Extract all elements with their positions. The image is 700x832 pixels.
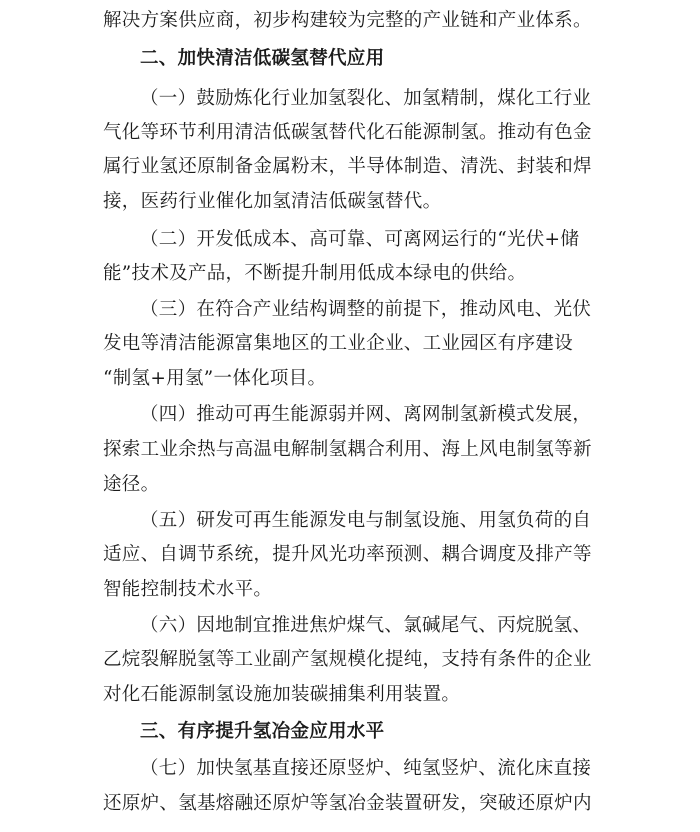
text-line: 发电等清洁能源富集地区的工业企业、工业园区有序建设 bbox=[103, 333, 574, 354]
text-line: 智能控制技术水平。 bbox=[103, 579, 273, 600]
section-heading: 二、加快清洁低碳氢替代应用 bbox=[140, 48, 385, 69]
text-line: “制氢+用氢”一体化项目。 bbox=[103, 368, 327, 389]
text-line: 能”技术及产品，不断提升制用低成本绿电的供给。 bbox=[103, 263, 527, 284]
text-line: 气化等环节利用清洁低碳氢替代化石能源制氢。推动有色金 bbox=[103, 122, 592, 143]
paragraph-first-line: （七）加快氢基直接还原竖炉、纯氢竖炉、流化床直接 bbox=[140, 758, 592, 779]
text-line: 对化石能源制氢设施加装碳捕集利用装置。 bbox=[103, 684, 461, 705]
paragraph-first-line: （三）在符合产业结构调整的前提下，推动风电、光伏 bbox=[140, 299, 592, 320]
text-line: 适应、自调节系统，提升风光功率预测、耦合调度及排产等 bbox=[103, 544, 592, 565]
paragraph-first-line: （二）开发低成本、高可靠、可离网运行的“光伏+储 bbox=[140, 229, 580, 250]
text-line: 属行业氢还原制备金属粉末，半导体制造、清洗、封装和焊 bbox=[103, 156, 592, 177]
text-line: 解决方案供应商，初步构建较为完整的产业链和产业体系。 bbox=[103, 10, 592, 31]
text-line: 探索工业余热与高温电解制氢耦合利用、海上风电制氢等新 bbox=[103, 439, 592, 460]
text-line: 接，医药行业催化加氢清洁低碳氢替代。 bbox=[103, 191, 442, 212]
section-heading: 三、有序提升氢冶金应用水平 bbox=[140, 721, 385, 742]
paragraph-first-line: （六）因地制宜推进焦炉煤气、氯碱尾气、丙烷脱氢、 bbox=[140, 615, 592, 636]
text-line: 途径。 bbox=[103, 474, 160, 495]
paragraph-first-line: （五）研发可再生能源发电与制氢设施、用氢负荷的自 bbox=[140, 510, 592, 531]
text-line: 乙烷裂解脱氢等工业副产氢规模化提纯，支持有条件的企业 bbox=[103, 649, 592, 670]
text-line: 还原炉、氢基熔融还原炉等氢冶金装置研发，突破还原炉内 bbox=[103, 793, 592, 814]
paragraph-first-line: （一）鼓励炼化行业加氢裂化、加氢精制，煤化工行业 bbox=[140, 88, 592, 109]
paragraph-first-line: （四）推动可再生能源弱并网、离网制氢新模式发展， bbox=[140, 404, 592, 425]
